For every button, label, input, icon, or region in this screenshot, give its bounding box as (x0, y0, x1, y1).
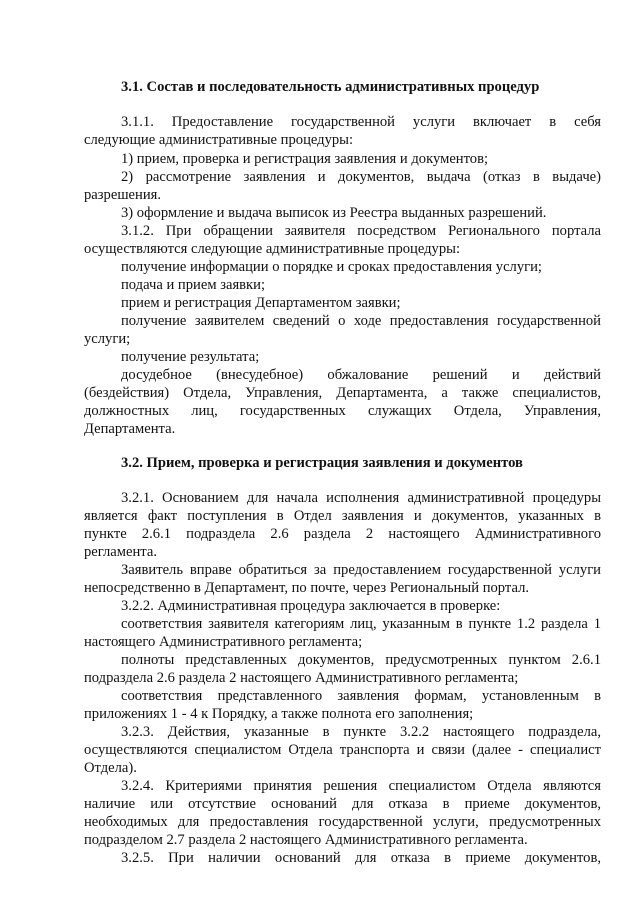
list-item-3: 3) оформление и выдача выписок из Реестра выданных разрешений. (121, 205, 547, 221)
paragraph-3-2-1-line-2: является факт поступления в Отдел заявления и документов, указанных в (84, 508, 601, 524)
applicant-paragraph-line-2: непосредственно в Департамент, по почте, через Региональный портал. (84, 580, 530, 596)
paragraph-3-2-4-line-1: 3.2.4. Критериями принятия решения специалистом Отдела являются (121, 778, 601, 794)
check-item-2-line-2: подраздела 2.6 раздела 2 настоящего Административного регламента; (84, 670, 519, 686)
paragraph-3-2-3-line-3: Отдела). (84, 760, 137, 776)
portal-procedure-6-line-4: Департамента. (84, 421, 176, 437)
paragraph-3-1-2-line-2: осуществляются следующие административные процедуры: (84, 241, 461, 257)
list-item-2-line-2: разрешения. (84, 187, 162, 203)
portal-procedure-4-line-2: услуги; (84, 331, 131, 347)
paragraph-3-2-4-line-3: необходимых для предоставления государственной услуги, предусмотренных (84, 814, 601, 830)
paragraph-3-2-3-line-1: 3.2.3. Действия, указанные в пункте 3.2.2 настоящего подраздела, (121, 724, 601, 740)
portal-procedure-6-line-1: досудебное (внесудебное) обжалование решений и действий (121, 367, 601, 383)
paragraph-3-2-1-line-1: 3.2.1. Основанием для начала исполнения административной процедуры (121, 490, 601, 506)
paragraph-3-2-2: 3.2.2. Административная процедура заключается в проверке: (121, 598, 501, 614)
check-item-1-line-2: настоящего Административного регламента; (84, 634, 363, 650)
portal-procedure-1: получение информации о порядке и сроках предоставления услуги; (121, 259, 542, 275)
check-item-3-line-2: приложениях 1 - 4 к Порядку, а также полнота его заполнения; (84, 706, 474, 722)
list-item-2-line-1: 2) рассмотрение заявления и документов, выдача (отказ в выдаче) (121, 169, 601, 185)
portal-procedure-2: подача и прием заявки; (121, 277, 266, 293)
applicant-paragraph-line-1: Заявитель вправе обратиться за предоставлением государственной услуги (121, 562, 601, 578)
paragraph-3-2-1-line-3: пункте 2.6.1 подраздела 2.6 раздела 2 настоящего Административного (84, 526, 601, 542)
check-item-3-line-1: соответствия представленного заявления формам, установленным в (121, 688, 601, 704)
paragraph-3-1-2-line-1: 3.1.2. При обращении заявителя посредством Регионального портала (121, 223, 601, 239)
portal-procedure-4-line-1: получение заявителем сведений о ходе предоставления государственной (121, 313, 601, 329)
paragraph-3-2-4-line-4: подразделом 2.7 раздела 2 настоящего Административного регламента. (84, 832, 528, 848)
portal-procedure-6-line-2: (бездействия) Отдела, Управления, Департамента, а также специалистов, (84, 385, 601, 401)
portal-procedure-6-line-3: должностных лиц, государственных служащих Отдела, Управления, (84, 403, 601, 419)
paragraph-3-2-5-line-1: 3.2.5. При наличии оснований для отказа в приеме документов, (121, 850, 601, 866)
portal-procedure-3: прием и регистрация Департаментом заявки; (121, 295, 401, 311)
check-item-2-line-1: полноты представленных документов, предусмотренных пунктом 2.6.1 (121, 652, 601, 668)
paragraph-3-1-1-line-2: следующие административные процедуры: (84, 132, 354, 148)
section-3-1-heading: 3.1. Состав и последовательность административных процедур (121, 79, 540, 95)
paragraph-3-2-4-line-2: наличие или отсутствие оснований для отказа в приеме документов, (84, 796, 601, 812)
paragraph-3-2-3-line-2: осуществляются специалистом Отдела транспорта и связи (далее - специалист (84, 742, 601, 758)
paragraph-3-2-1-line-4: регламента. (84, 544, 157, 560)
check-item-1-line-1: соответствия заявителя категориям лиц, указанным в пункте 1.2 раздела 1 (121, 616, 601, 632)
portal-procedure-5: получение результата; (121, 349, 260, 365)
paragraph-3-1-1-line-1: 3.1.1. Предоставление государственной услуги включает в себя (121, 114, 601, 130)
list-item-1: 1) прием, проверка и регистрация заявления и документов; (121, 151, 489, 167)
section-3-2-heading: 3.2. Прием, проверка и регистрация заявления и документов (121, 455, 523, 471)
